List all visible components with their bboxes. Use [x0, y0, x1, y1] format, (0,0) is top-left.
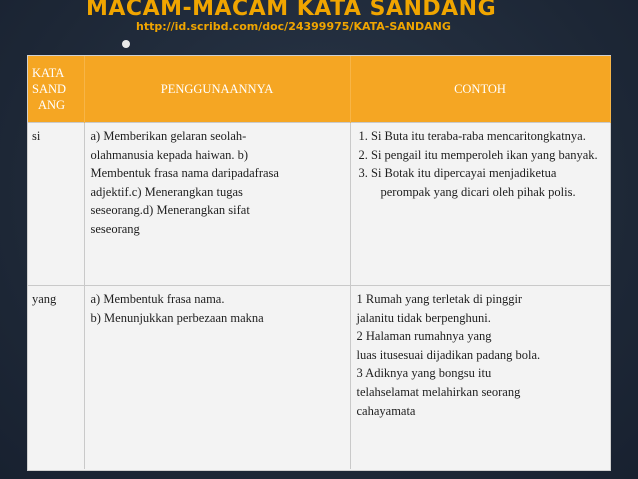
text-line: a) Memberikan gelaran seolah- [90, 129, 247, 143]
contoh-cell [350, 123, 610, 286]
header-line: ANG [38, 98, 66, 112]
text-line: Membentuk frasa nama daripadafrasa [90, 166, 279, 181]
list-item: 2. Si pengail itu memperoleh ikan yang banyak. [358, 147, 598, 162]
penggunaan-cell [84, 123, 350, 286]
text-line: 1 Rumah yang terletak di pinggir [356, 292, 523, 306]
header-kata-sandang [28, 56, 84, 123]
source-url: http://id.scribd.com/doc/24399975/KATA-SANDANG [136, 20, 451, 33]
text-line: telahselamat melahirkan seorang [356, 384, 521, 399]
text-line: seseorang.d) Menerangkan sifat [90, 203, 250, 218]
text-line: jalanitu tidak berpenghuni. [356, 310, 491, 325]
kata-cell: yang [28, 286, 84, 470]
list-item: 1. Si Buta itu teraba-raba mencaritongkatnya. [358, 129, 586, 143]
list-item: a) Membentuk frasa nama. [90, 292, 225, 306]
text-line: olahmanusia kepada haiwan. b) [90, 147, 249, 162]
header-penggunaan: PENGGUNAANNYA [84, 56, 350, 123]
text-line: adjektif.c) Menerangkan tugas [90, 184, 243, 199]
contoh-cell [350, 286, 610, 470]
bullet-dot [122, 40, 130, 48]
penggunaan-cell [84, 286, 350, 470]
text-line: 2 Halaman rumahnya yang [356, 329, 492, 344]
slide-title: MACAM-MACAM KATA SANDANG [86, 0, 497, 21]
list-item: 3. Si Botak itu dipercayai menjadiketua perompak yang dicari oleh pihak polis. [358, 166, 576, 199]
text-line: 3 Adiknya yang bongsu itu [356, 366, 492, 381]
header-contoh: CONTOH [350, 56, 610, 123]
header-line: SAND [32, 82, 67, 96]
table-row [28, 123, 610, 286]
text-line: seseorang [90, 221, 140, 236]
kata-cell: si [28, 123, 84, 286]
kata-sandang-table [28, 56, 610, 470]
table-header-row [28, 56, 610, 123]
header-line: KATA [32, 66, 65, 80]
list-item: b) Menunjukkan perbezaan makna [90, 310, 264, 325]
table-row [28, 286, 610, 470]
text-line: cahayamata [356, 403, 416, 418]
text-line: luas itusesuai dijadikan padang bola. [356, 347, 541, 362]
